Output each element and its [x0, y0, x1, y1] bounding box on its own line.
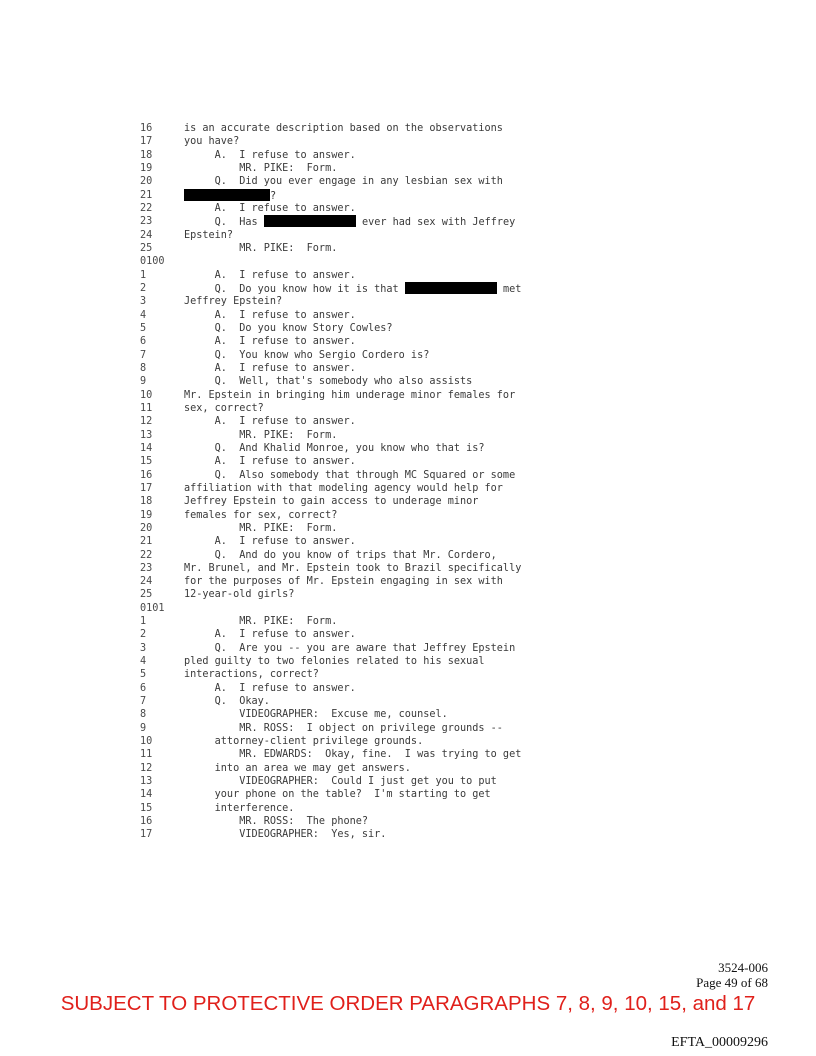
line-number: 17 — [140, 829, 153, 841]
line-text: Q. And Khalid Monroe, you know who that is? — [184, 442, 485, 454]
transcript-line — [140, 682, 700, 695]
line-text: MR. PIKE: Form. — [184, 616, 338, 628]
line-number: 20 — [140, 522, 153, 534]
transcript-line — [140, 322, 700, 335]
transcript-line — [140, 562, 700, 575]
line-text-segment: ? — [269, 190, 277, 202]
transcript-line — [140, 309, 700, 322]
line-text: you have? — [184, 136, 240, 148]
line-text: MR. PIKE: Form. — [184, 522, 338, 534]
line-text: VIDEOGRAPHER: Could I just get you to put — [184, 776, 497, 788]
line-text: pled guilty to two felonies related to his sexual — [184, 656, 485, 668]
line-number: 12 — [140, 416, 153, 428]
transcript-line — [140, 588, 700, 601]
line-number: 24 — [140, 576, 153, 588]
line-number: 2 — [140, 629, 147, 641]
line-number: 25 — [140, 242, 153, 254]
bates-number: EFTA_00009296 — [671, 1035, 768, 1050]
line-text: Q. Are you -- you are aware that Jeffrey Epstein — [184, 642, 516, 654]
transcript-line — [140, 149, 700, 162]
transcript-line — [140, 349, 700, 362]
line-number: 16 — [140, 123, 153, 134]
line-text: A. I refuse to answer. — [184, 362, 356, 374]
transcript-line — [140, 202, 700, 215]
transcript-line — [140, 628, 700, 641]
line-text: Q. Also somebody that through MC Squared or some — [184, 469, 516, 481]
line-number: 14 — [140, 789, 153, 801]
line-number: 24 — [140, 229, 153, 241]
line-number: 18 — [140, 149, 153, 161]
transcript-line — [140, 522, 700, 535]
line-text: MR. ROSS: I object on privilege grounds -- — [184, 722, 503, 734]
transcript-line — [140, 189, 700, 202]
line-text: VIDEOGRAPHER: Excuse me, counsel. — [184, 709, 448, 721]
line-text: your phone on the table? I'm starting to get — [184, 789, 491, 801]
transcript-line — [140, 162, 700, 175]
line-number: 4 — [140, 656, 147, 668]
transcript-line — [140, 695, 700, 708]
line-number: 25 — [140, 589, 153, 601]
page-marker-line — [140, 602, 700, 615]
line-text: A. I refuse to answer. — [184, 456, 356, 468]
line-text: A. I refuse to answer. — [184, 629, 356, 641]
line-text: affiliation with that modeling agency would help for — [184, 482, 503, 494]
transcript-line — [140, 735, 700, 748]
line-number: 19 — [140, 509, 153, 521]
transcript-line — [140, 229, 700, 242]
line-text: Q. Well, that's somebody who also assists — [184, 376, 473, 388]
transcript-line — [140, 775, 700, 788]
line-text: Mr. Epstein in bringing him underage minor females for — [184, 389, 516, 401]
line-text: MR. PIKE: Form. — [184, 242, 338, 254]
line-text-segment: Q. Has — [184, 217, 264, 229]
redaction-box — [184, 189, 270, 201]
line-number: 13 — [140, 429, 153, 441]
line-number: 20 — [140, 176, 153, 188]
line-number: 6 — [140, 336, 147, 348]
line-number: 7 — [140, 349, 147, 361]
line-text: A. I refuse to answer. — [184, 269, 356, 281]
page-marker-number: 0100 — [140, 256, 165, 268]
line-number: 11 — [140, 402, 153, 414]
line-text: Q. You know who Sergio Cordero is? — [184, 349, 430, 361]
line-number: 3 — [140, 296, 147, 308]
line-number: 7 — [140, 696, 147, 708]
line-number: 15 — [140, 456, 153, 468]
line-number: 15 — [140, 802, 153, 814]
document-number: 3524-006 — [718, 960, 768, 975]
line-number: 5 — [140, 669, 147, 681]
line-number: 16 — [140, 469, 153, 481]
transcript-line — [140, 615, 700, 628]
line-text — [184, 282, 521, 296]
line-text: A. I refuse to answer. — [184, 536, 356, 548]
line-number: 22 — [140, 549, 153, 561]
line-text: VIDEOGRAPHER: Yes, sir. — [184, 829, 387, 841]
transcript-line — [140, 535, 700, 548]
line-number: 1 — [140, 616, 147, 628]
transcript-line — [140, 389, 700, 402]
transcript-line — [140, 402, 700, 415]
line-text: Q. And do you know of trips that Mr. Cordero, — [184, 549, 497, 561]
line-text: is an accurate description based on the observations — [184, 123, 503, 134]
page-marker-line — [140, 255, 700, 268]
transcript-line — [140, 655, 700, 668]
line-text: for the purposes of Mr. Epstein engaging in sex with — [184, 576, 503, 588]
line-text-segment: Q. Do you know how it is that — [184, 283, 405, 295]
line-number: 5 — [140, 322, 147, 334]
line-number: 21 — [140, 536, 153, 548]
line-text: MR. PIKE: Form. — [184, 429, 338, 441]
transcript-line — [140, 295, 700, 308]
line-text: MR. ROSS: The phone? — [184, 816, 369, 828]
line-text: into an area we may get answers. — [184, 762, 411, 774]
line-number: 8 — [140, 709, 147, 721]
line-number: 18 — [140, 496, 153, 508]
line-number: 21 — [140, 189, 153, 201]
transcript-line — [140, 549, 700, 562]
line-text: A. I refuse to answer. — [184, 682, 356, 694]
line-number: 9 — [140, 722, 147, 734]
page-reference — [696, 960, 768, 990]
line-text: interactions, correct? — [184, 669, 319, 681]
line-number: 17 — [140, 482, 153, 494]
line-text: Epstein? — [184, 229, 234, 241]
line-number: 17 — [140, 136, 153, 148]
line-number: 14 — [140, 442, 153, 454]
line-number: 2 — [140, 282, 147, 294]
line-text — [184, 215, 515, 229]
line-text: Jeffrey Epstein to gain access to underage minor — [184, 496, 479, 508]
transcript-line — [140, 788, 700, 801]
transcript-line — [140, 455, 700, 468]
line-text-segment: ever had sex with Jeffrey — [355, 217, 516, 229]
transcript-line — [140, 175, 700, 188]
transcript-line — [140, 362, 700, 375]
line-text: 12-year-old girls? — [184, 589, 295, 601]
line-number: 3 — [140, 642, 147, 654]
line-text: A. I refuse to answer. — [184, 336, 356, 348]
transcript-body — [140, 122, 700, 842]
transcript-line — [140, 815, 700, 828]
line-text: A. I refuse to answer. — [184, 149, 356, 161]
transcript-line — [140, 575, 700, 588]
transcript-line — [140, 708, 700, 721]
line-text: Mr. Brunel, and Mr. Epstein took to Brazil specifically — [184, 562, 522, 574]
redaction-box — [405, 282, 497, 294]
transcript-line — [140, 375, 700, 388]
transcript-line — [140, 722, 700, 735]
transcript-line — [140, 802, 700, 815]
line-number: 4 — [140, 309, 147, 321]
line-number: 16 — [140, 816, 153, 828]
line-text: Q. Okay. — [184, 696, 270, 708]
line-text: A. I refuse to answer. — [184, 416, 356, 428]
line-number: 13 — [140, 776, 153, 788]
line-number: 6 — [140, 682, 147, 694]
line-text: Q. Did you ever engage in any lesbian sex with — [184, 176, 503, 188]
line-number: 19 — [140, 162, 153, 174]
transcript-line — [140, 215, 700, 228]
line-number: 9 — [140, 376, 147, 388]
transcript-line — [140, 469, 700, 482]
page-marker-number: 0101 — [140, 602, 165, 614]
transcript-line — [140, 748, 700, 761]
transcript-line — [140, 828, 700, 841]
transcript-line — [140, 429, 700, 442]
protective-order-notice: SUBJECT TO PROTECTIVE ORDER PARAGRAPHS 7, 8, 9, 10, 15, and 17 — [60, 992, 756, 1015]
transcript-line — [140, 282, 700, 295]
line-text: females for sex, correct? — [184, 509, 338, 521]
transcript-line — [140, 122, 700, 135]
page-count: Page 49 of 68 — [696, 975, 768, 990]
line-number: 23 — [140, 562, 153, 574]
line-text: attorney-client privilege grounds. — [184, 736, 424, 748]
line-text — [184, 189, 276, 203]
line-text: A. I refuse to answer. — [184, 202, 356, 214]
transcript-line — [140, 415, 700, 428]
transcript-line — [140, 509, 700, 522]
line-number: 8 — [140, 362, 147, 374]
transcript-line — [140, 482, 700, 495]
transcript-line — [140, 335, 700, 348]
transcript-line — [140, 269, 700, 282]
line-text: Q. Do you know Story Cowles? — [184, 322, 393, 334]
line-number: 11 — [140, 749, 153, 761]
line-number: 12 — [140, 762, 153, 774]
line-text: interference. — [184, 802, 295, 814]
transcript-line — [140, 442, 700, 455]
transcript-line — [140, 668, 700, 681]
transcript-line — [140, 642, 700, 655]
line-text-segment: met — [496, 283, 522, 295]
transcript-line — [140, 495, 700, 508]
line-number: 22 — [140, 202, 153, 214]
redaction-box — [264, 215, 356, 227]
line-text: MR. EDWARDS: Okay, fine. I was trying to get — [184, 749, 522, 761]
line-number: 10 — [140, 389, 153, 401]
transcript-line — [140, 762, 700, 775]
line-text: Jeffrey Epstein? — [184, 296, 283, 308]
line-number: 23 — [140, 216, 153, 228]
line-number: 1 — [140, 269, 147, 281]
line-text: A. I refuse to answer. — [184, 309, 356, 321]
line-text: MR. PIKE: Form. — [184, 162, 338, 174]
transcript-line — [140, 242, 700, 255]
line-number: 10 — [140, 736, 153, 748]
line-text: sex, correct? — [184, 402, 264, 414]
transcript-line — [140, 135, 700, 148]
